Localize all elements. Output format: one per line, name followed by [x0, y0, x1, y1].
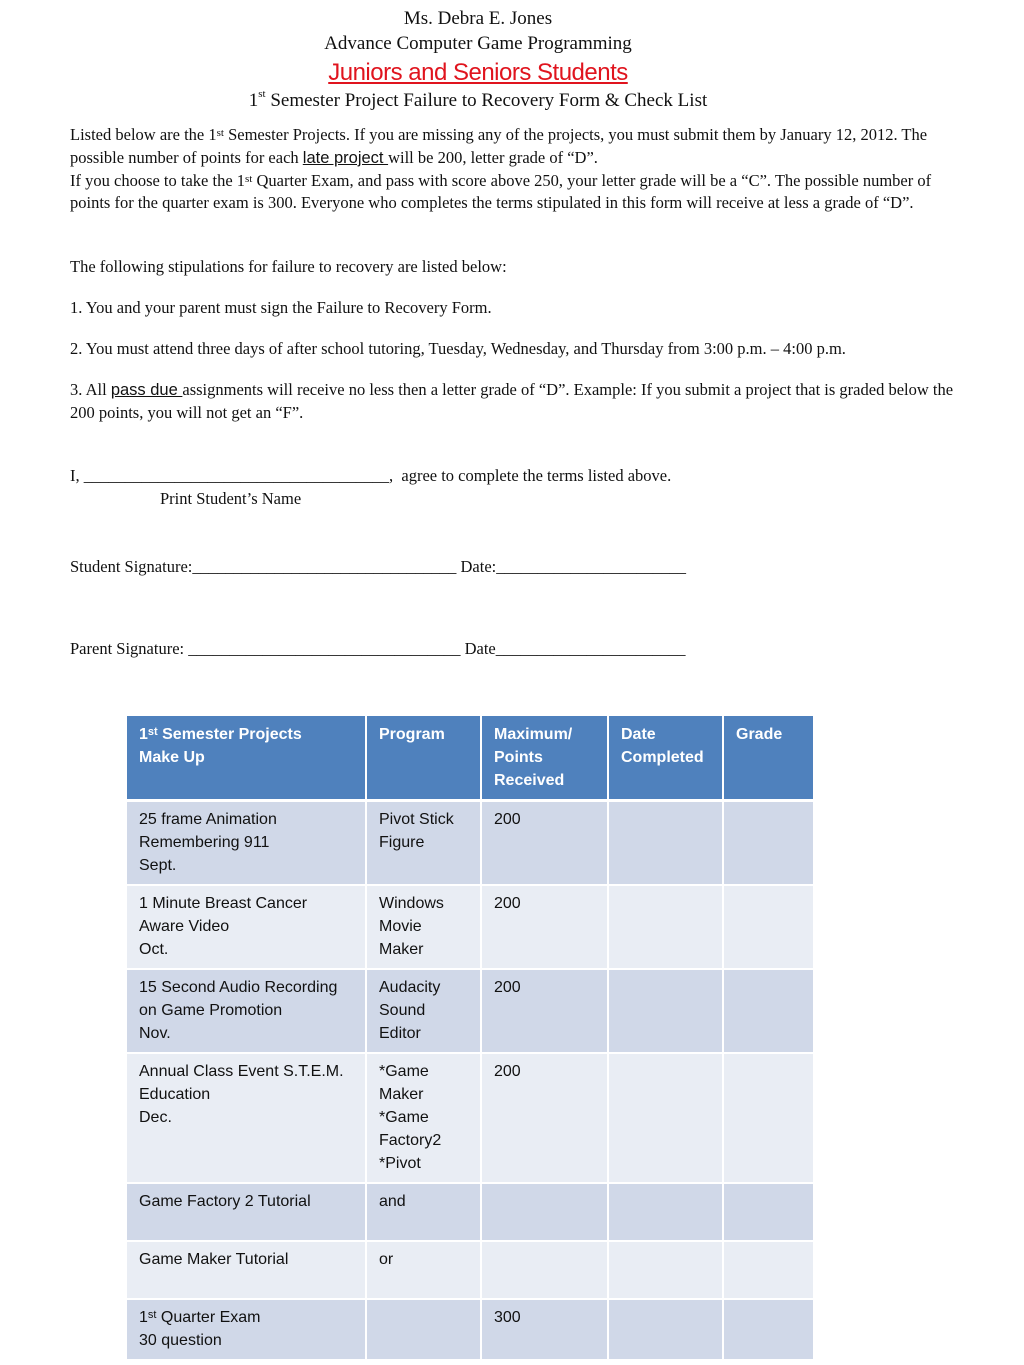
table-row: [127, 1054, 813, 1184]
audience-heading: Juniors and Seniors Students: [328, 59, 628, 86]
cell-text: [621, 1060, 710, 1083]
cell-date-completed[interactable]: [609, 970, 722, 1054]
cell-text: [621, 1306, 710, 1329]
cell-text: [736, 1060, 801, 1083]
cell-date-completed[interactable]: [609, 1054, 722, 1184]
late-project-term: late project: [302, 148, 389, 167]
pass-due-term: pass due: [110, 381, 183, 399]
header-date-completed: [609, 716, 722, 802]
intro-text: will be 200, letter grade of “D”.: [388, 147, 598, 167]
cell-program: [367, 1300, 480, 1361]
intro-sup: st: [216, 127, 224, 139]
form-title-text: 1: [248, 90, 259, 111]
teacher-name: Ms. Debra E. Jones: [403, 8, 553, 29]
cell-text: 200: [494, 979, 521, 996]
cell-text: Sound: [379, 1002, 426, 1019]
exam-text: If you choose to take the 1: [70, 170, 246, 190]
project-checklist-table: [125, 716, 815, 1361]
stipulation-3-text: assignments will receive no less then a letter grade of “D”. Example: If you submit a project that is graded below the 200 points, you will not get an “F”.: [70, 380, 954, 422]
cell-text: 30 question: [139, 1332, 222, 1349]
form-title-sup: st: [258, 88, 266, 100]
cell-text: [736, 1248, 801, 1271]
table-row: [127, 1242, 813, 1300]
cell-text: Game Factory 2 Tutorial: [139, 1193, 311, 1210]
cell-text: [736, 976, 801, 999]
cell-date-completed[interactable]: [609, 1184, 722, 1242]
stipulation-2: 2. You must attend three days of after school tutoring, Tuesday, Wednesday, and Thursday from 3:00 p.m. – 4:00 p.m.: [70, 339, 846, 358]
cell-text: Points: [494, 749, 543, 766]
cell-program: [367, 1184, 480, 1242]
cell-project: [127, 1242, 365, 1300]
cell-text: [736, 892, 801, 915]
stipulation-3: [70, 379, 970, 425]
cell-text: [621, 976, 710, 999]
cell-points: [482, 802, 607, 886]
cell-text: 200: [494, 811, 521, 828]
cell-text: [379, 1306, 468, 1329]
course-name: Advance Computer Game Programming: [324, 33, 632, 54]
cell-text: [736, 808, 801, 831]
cell-grade[interactable]: [724, 886, 813, 970]
cell-grade[interactable]: [724, 1242, 813, 1300]
cell-text: or: [379, 1251, 394, 1268]
cell-text: [494, 1190, 595, 1213]
cell-text: 200: [494, 895, 521, 912]
stipulations-intro: The following stipulations for failure to recovery are listed below:: [70, 257, 507, 276]
cell-text: Movie: [379, 918, 422, 935]
cell-text: Factory2: [379, 1132, 442, 1149]
cell-text: 200: [494, 1063, 521, 1080]
cell-text: Editor: [379, 1025, 421, 1042]
cell-points: [482, 1184, 607, 1242]
cell-text: *Pivot: [379, 1155, 421, 1172]
cell-text: Make Up: [139, 749, 205, 766]
cell-grade[interactable]: [724, 1054, 813, 1184]
cell-date-completed[interactable]: [609, 802, 722, 886]
cell-text: Aware Video: [139, 918, 230, 935]
cell-grade[interactable]: [724, 970, 813, 1054]
cell-program: [367, 886, 480, 970]
cell-text: Oct.: [139, 941, 169, 958]
cell-grade[interactable]: [724, 1184, 813, 1242]
cell-grade[interactable]: [724, 802, 813, 886]
cell-points: [482, 886, 607, 970]
intro-paragraph: [70, 124, 970, 215]
cell-text: [736, 1306, 801, 1329]
cell-project: [127, 802, 365, 886]
cell-program: [367, 1054, 480, 1184]
cell-text: Windows: [379, 895, 444, 912]
cell-text: [621, 1248, 710, 1271]
form-title-text-rest: Semester Project Failure to Recovery Form & Check List: [265, 90, 708, 111]
cell-text: 1st Quarter Exam: [139, 1309, 261, 1326]
table-row: [127, 1184, 813, 1242]
cell-text: Remembering 911: [139, 834, 270, 851]
header-program: [367, 716, 480, 802]
cell-project: [127, 970, 365, 1054]
stipulation-1: 1. You and your parent must sign the Failure to Recovery Form.: [70, 298, 492, 317]
cell-text: Maker: [379, 1086, 424, 1103]
cell-text: Figure: [379, 834, 425, 851]
cell-program: [367, 802, 480, 886]
cell-text: 1 Minute Breast Cancer: [139, 895, 308, 912]
cell-text: *Game: [379, 1109, 429, 1126]
cell-points: [482, 1054, 607, 1184]
cell-date-completed[interactable]: [609, 1300, 722, 1361]
table-header-row: [127, 716, 813, 802]
cell-points: [482, 970, 607, 1054]
form-title: [0, 90, 956, 112]
cell-text: [736, 1190, 801, 1213]
intro-text: Listed below are the 1: [70, 125, 217, 144]
cell-points: [482, 1242, 607, 1300]
cell-points: [482, 1300, 607, 1361]
cell-text: Nov.: [139, 1025, 171, 1042]
table-row: [127, 886, 813, 970]
exam-sup: st: [245, 172, 253, 185]
cell-text: Sept.: [139, 857, 177, 874]
cell-project: [127, 1300, 365, 1361]
table-row: [127, 1300, 813, 1361]
cell-text: on Game Promotion: [139, 1002, 283, 1019]
cell-date-completed[interactable]: [609, 886, 722, 970]
cell-text: Maker: [379, 941, 424, 958]
cell-text: Maximum/: [494, 726, 573, 743]
cell-date-completed[interactable]: [609, 1242, 722, 1300]
header-grade: [724, 716, 813, 802]
header-max-points: [482, 716, 607, 802]
cell-text: Date: [621, 726, 656, 743]
cell-text: and: [379, 1193, 406, 1210]
cell-text: 300: [494, 1309, 521, 1326]
cell-text: *Game: [379, 1063, 429, 1080]
cell-text: [494, 1248, 595, 1271]
agree-line[interactable]: I, _____________________________________, agree to complete the terms listed above.: [70, 466, 672, 485]
cell-project: [127, 1184, 365, 1242]
table-row: [127, 802, 813, 886]
cell-project: [127, 1054, 365, 1184]
cell-text: Completed: [621, 749, 704, 766]
cell-text: Annual Class Event S.T.E.M.: [139, 1063, 344, 1080]
table-row: [127, 970, 813, 1054]
cell-text: [621, 892, 710, 915]
cell-project: [127, 886, 365, 970]
cell-text: Dec.: [139, 1109, 172, 1126]
cell-text: [621, 1190, 710, 1213]
cell-text: Pivot Stick: [379, 811, 454, 828]
intro-text: Semester Projects. If you are missing any of the projects, you must submit them by January 12, 2012. The possible number of points for each: [70, 125, 928, 167]
cell-text: 15 Second Audio Recording: [139, 979, 338, 996]
cell-text: Program: [379, 726, 445, 743]
parent-signature-line[interactable]: Parent Signature: _________________________________ Date_______________________: [70, 639, 686, 658]
cell-text: Received: [494, 772, 565, 789]
cell-text: Grade: [736, 726, 783, 743]
cell-text: Game Maker Tutorial: [139, 1251, 289, 1268]
cell-text: 25 frame Animation: [139, 811, 277, 828]
print-name-label: Print Student’s Name: [160, 489, 302, 508]
header-projects: [127, 716, 365, 802]
cell-text: Audacity: [379, 979, 441, 996]
cell-text: Education: [139, 1086, 211, 1103]
cell-program: [367, 1242, 480, 1300]
cell-text: [621, 808, 710, 831]
stipulation-3-text: 3. All: [70, 380, 111, 399]
student-signature-line[interactable]: Student Signature:________________________________ Date:_______________________: [70, 557, 686, 576]
cell-text: 1st Semester Projects: [139, 726, 302, 743]
exam-text: Quarter Exam, and pass with score above 250, your letter grade will be a “C”. The possible number of points for the quarter exam is 300. Everyone who completes the terms stipulated in this form will receive at less a grade of “D”.: [70, 170, 932, 213]
cell-program: [367, 970, 480, 1054]
cell-grade[interactable]: [724, 1300, 813, 1361]
